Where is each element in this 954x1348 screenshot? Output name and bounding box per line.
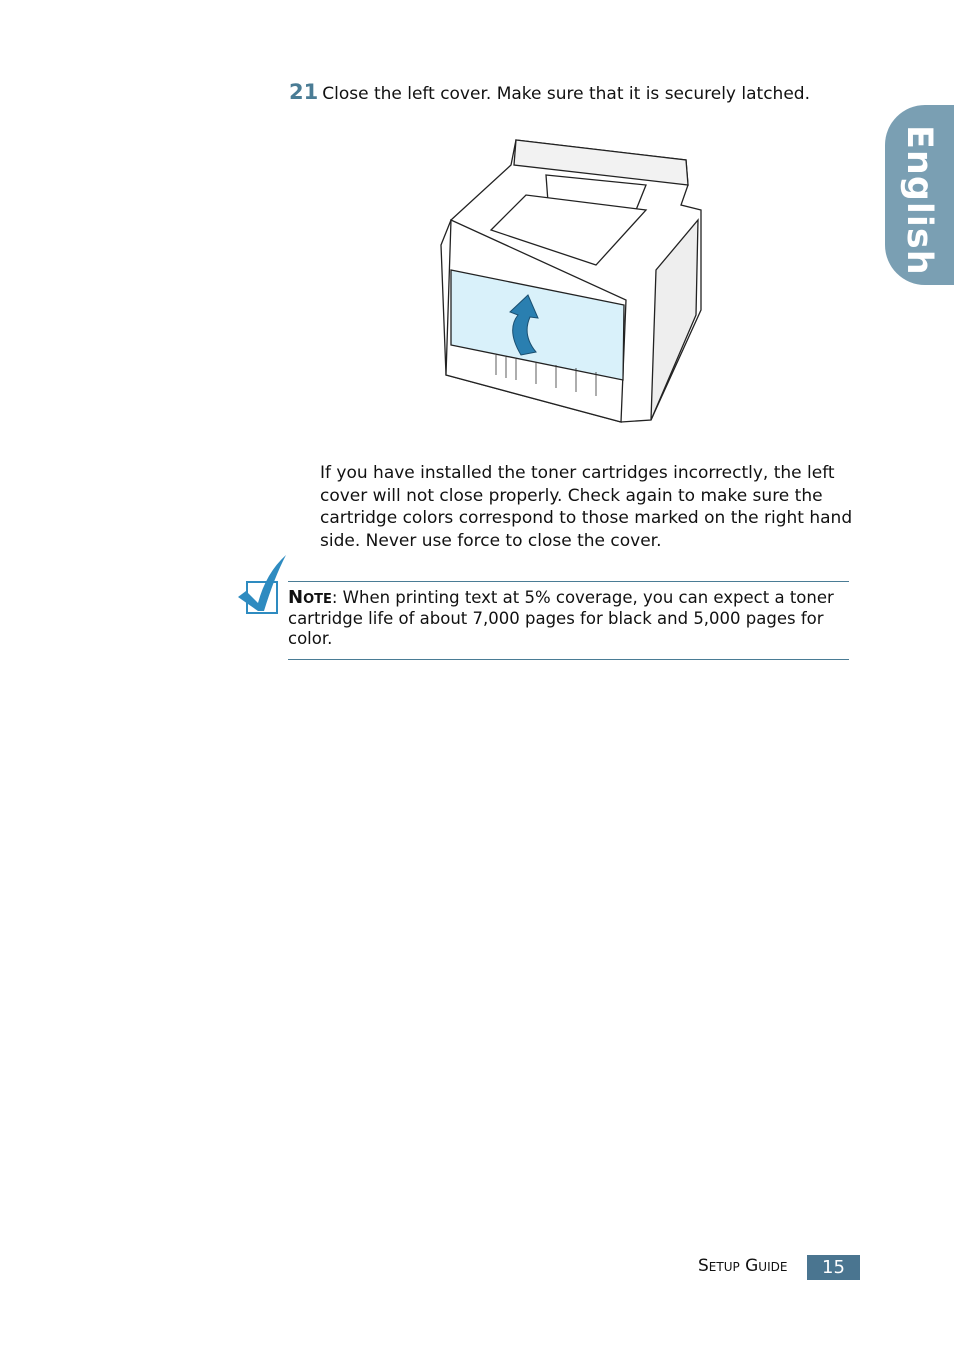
printer-illustration [436, 130, 706, 430]
footer-title: Setup Guide [698, 1256, 788, 1276]
step-21 [289, 80, 810, 104]
step-number: 21 [289, 80, 319, 104]
warning-paragraph: If you have installed the toner cartridges incorrectly, the left cover will not close properly. Check again to make sure the cartridge colors correspond to those marked on the right hand side. Never use force to close the cover. [320, 463, 853, 551]
language-tab-label: English [899, 125, 939, 276]
checkmark-icon [236, 553, 288, 617]
note-text: : When printing text at 5% coverage, you can expect a toner cartridge life of about 7,000 pages for black and 5,000 pages for color. [288, 588, 834, 648]
page-number: 15 [807, 1255, 860, 1280]
step-text: Close the left cover. Make sure that it is securely latched. [322, 84, 810, 104]
note-box [288, 581, 849, 660]
note-label: Note [288, 587, 332, 608]
language-tab [885, 105, 954, 285]
